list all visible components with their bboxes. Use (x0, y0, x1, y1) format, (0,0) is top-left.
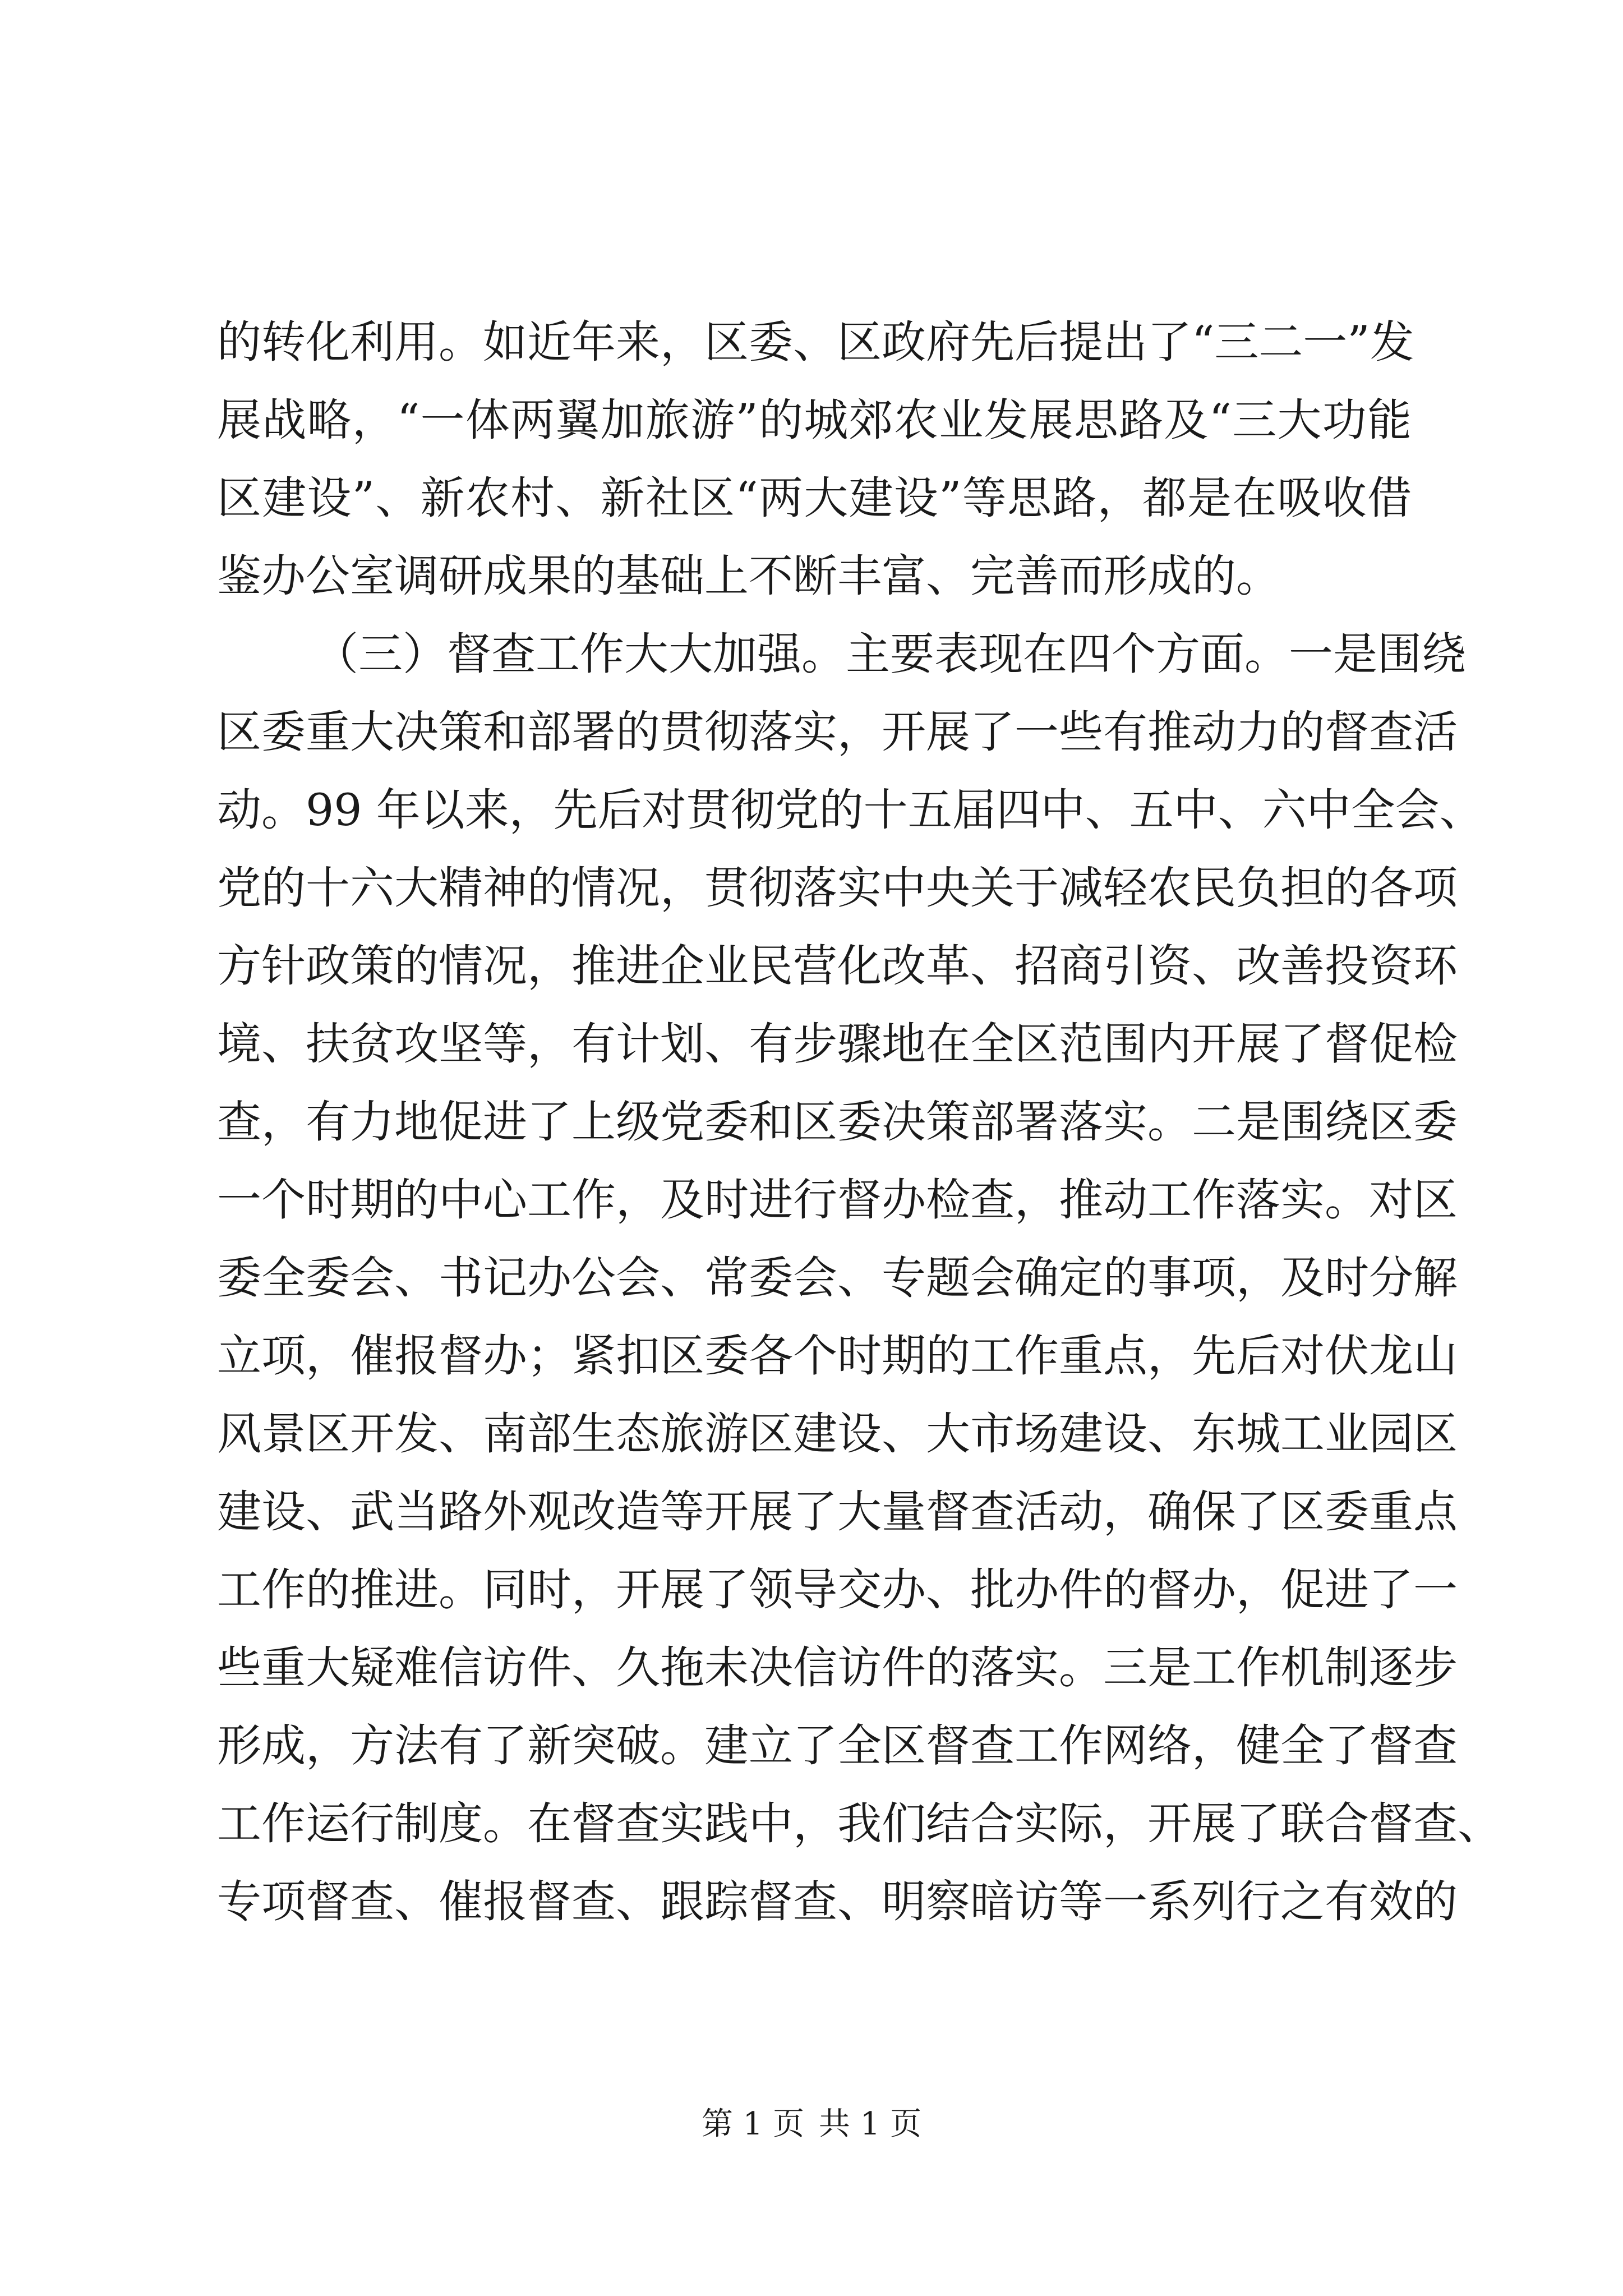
text-line: 工作运行制度。在督查实践中，我们结合实际，开展了联合督查、 (217, 1798, 1502, 1849)
text-line: 展战略，“一体两翼加旅游”的城郊农业发展思路及“三大功能 (217, 394, 1412, 446)
text-line: 委全委会、书记办公会、常委会、专题会确定的事项，及时分解 (217, 1252, 1458, 1304)
text-line: 区委重大决策和部署的贯彻落实，开展了一些有推动力的督查活 (217, 706, 1458, 758)
text-line: 建设、武当路外观改造等开展了大量督查活动，确保了区委重点 (217, 1486, 1458, 1538)
text-line: 专项督查、催报督查、跟踪督查、明察暗访等一系列行之有效的 (217, 1876, 1458, 1927)
text-line: 风景区开发、南部生态旅游区建设、大市场建设、东城工业园区 (217, 1408, 1458, 1460)
text-line: 形成，方法有了新突破。建立了全区督查工作网络，健全了督查 (217, 1720, 1458, 1772)
text-line: 方针政策的情况，推进企业民营化改革、招商引资、改善投资环 (217, 940, 1458, 992)
text-line: 一个时期的中心工作，及时进行督办检查，推动工作落实。对区 (217, 1174, 1458, 1226)
text-line: 境、扶贫攻坚等，有计划、有步骤地在全区范围内开展了督促检 (217, 1018, 1458, 1070)
text-line: 动。99 年以来，先后对贯彻党的十五届四中、五中、六中全会、 (217, 784, 1484, 836)
text-line: 区建设”、新农村、新社区“两大建设”等思路，都是在吸收借 (217, 472, 1412, 524)
text-line: （三）督查工作大大加强。主要表现在四个方面。一是围绕 (314, 628, 1466, 680)
page-footer (0, 2105, 1623, 2144)
text-line: 些重大疑难信访件、久拖未决信访件的落实。三是工作机制逐步 (217, 1642, 1458, 1694)
text-line: 党的十六大精神的情况，贯彻落实中央关于减轻农民负担的各项 (217, 862, 1458, 914)
page-number: 第 1 页 (701, 2106, 805, 2142)
text-line: 查，有力地促进了上级党委和区委决策部署落实。二是围绕区委 (217, 1096, 1458, 1148)
page-total: 共 1 页 (818, 2106, 922, 2142)
text-line: 工作的推进。同时，开展了领导交办、批办件的督办，促进了一 (217, 1564, 1458, 1616)
text-line: 鉴办公室调研成果的基础上不断丰富、完善而形成的。 (217, 550, 1280, 602)
text-line: 立项，催报督办；紧扣区委各个时期的工作重点，先后对伏龙山 (217, 1330, 1458, 1382)
text-line: 的转化利用。如近年来，区委、区政府先后提出了“三二一”发 (217, 316, 1414, 368)
